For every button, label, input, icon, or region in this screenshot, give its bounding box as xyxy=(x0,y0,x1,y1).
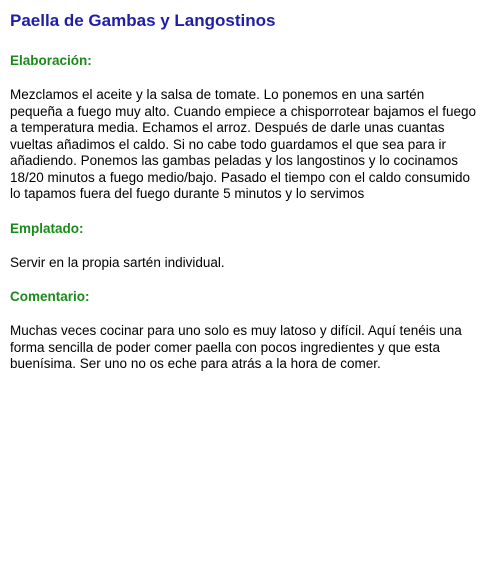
section-emplatado xyxy=(10,221,479,272)
section-heading-emplatado: Emplatado: xyxy=(10,220,84,236)
section-text-emplatado: Servir en la propia sartén individual. xyxy=(10,254,225,270)
section-elaboracion xyxy=(10,53,479,203)
section-comentario xyxy=(10,289,479,373)
section-heading-elaboracion: Elaboración: xyxy=(10,53,92,68)
recipe-title: Paella de Gambas y Langostinos xyxy=(10,11,276,30)
section-text-comentario: Muchas veces cocinar para uno solo es muy latoso y difícil. Aquí tenéis una forma sencilla de poder comer paella con pocos ingredientes y que esta buenísima. Ser uno no os eche para atrás a la hora de comer. xyxy=(10,323,462,371)
section-heading-comentario: Comentario: xyxy=(10,289,90,304)
section-text-elaboracion: Mezclamos el aceite y la salsa de tomate. Lo ponemos en una sartén pequeña a fuego muy alto. Cuando empiece a chisporrotear bajamos el fuego a temperatura media. Echamos el arroz. Después de darle unas cuantas vueltas añadimos el caldo. Si no cabe todo guardamos el que sea para ir añadiendo. Ponemos las gambas peladas y los langostinos y lo cocinamos 18/20 minutos a fuego medio/bajo. Pasado el tiempo con el caldo consumido lo tapamos fuera del fuego durante 5 minutos y lo servimos xyxy=(10,87,477,201)
